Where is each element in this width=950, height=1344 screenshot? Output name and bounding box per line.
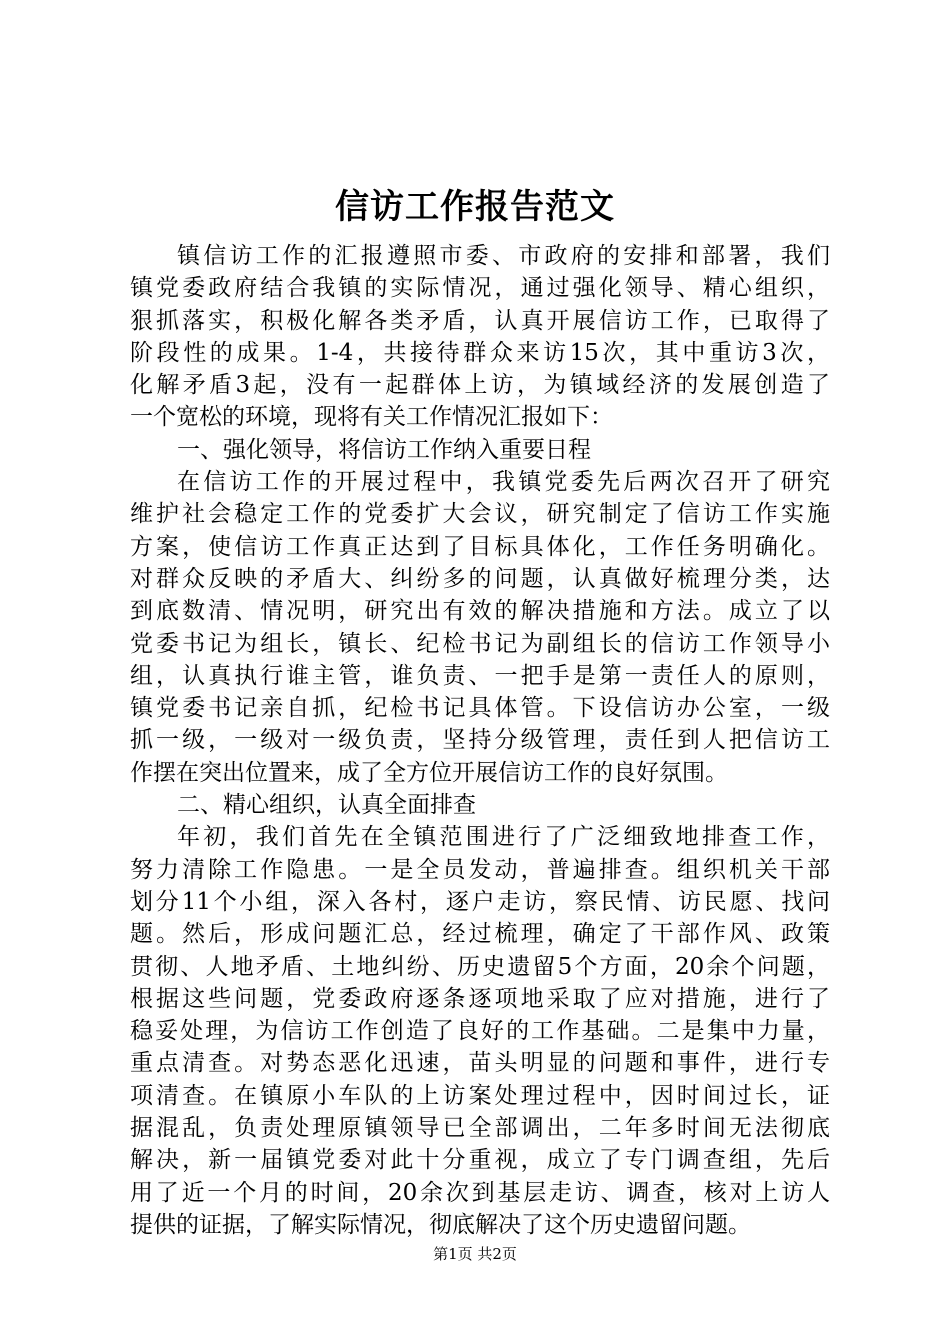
body-line: 在信访工作的开展过程中，我镇党委先后两次召开了研究 <box>177 469 830 496</box>
body-line: 一个宽松的环境，现将有关工作情况汇报如下： <box>130 404 613 431</box>
body-line: 镇信访工作的汇报遵照市委、市政府的安排和部署，我们 <box>177 243 830 269</box>
body-line: 项清查。在镇原小车队的上访案处理过程中，因时间过长，证 <box>130 1082 830 1109</box>
document-title: 信访工作报告范文 <box>335 187 615 227</box>
body-line: 划分11个小组，深入各村，逐户走访，察民情、访民愿、找问 <box>130 888 830 915</box>
body-line: 阶段性的成果。1-4，共接待群众来访15次，其中重访3次， <box>130 339 830 366</box>
body-line: 据混乱，负责处理原镇领导已全部调出，二年多时间无法彻底 <box>130 1115 830 1142</box>
body-line: 一、强化领导，将信访工作纳入重要日程 <box>177 436 591 463</box>
body-line: 二、精心组织，认真全面排查 <box>177 792 476 819</box>
body-line: 镇党委书记亲自抓，纪检书记具体管。下设信访办公室，一级 <box>130 695 830 722</box>
body-line: 方案，使信访工作真正达到了目标具体化，工作任务明确化。 <box>130 533 830 560</box>
body-line: 根据这些问题，党委政府逐条逐项地采取了应对措施，进行了 <box>130 985 830 1012</box>
body-line: 到底数清、情况明，研究出有效的解决措施和方法。成立了以 <box>130 598 830 625</box>
body-line: 解决，新一届镇党委对此十分重视，成立了专门调查组，先后 <box>130 1147 830 1174</box>
body-line: 年初，我们首先在全镇范围进行了广泛细致地排查工作， <box>177 824 830 851</box>
body-line: 稳妥处理，为信访工作创造了良好的工作基础。二是集中力量， <box>130 1018 830 1045</box>
body-line: 努力清除工作隐患。一是全员发动，普遍排查。组织机关干部 <box>130 856 830 883</box>
body-line: 用了近一个月的时间，20余次到基层走访、调查，核对上访人 <box>130 1179 830 1206</box>
page-footer: 第1页 共2页 <box>433 1245 517 1263</box>
body-line: 提供的证据，了解实际情况，彻底解决了这个历史遗留问题。 <box>130 1211 751 1238</box>
body-line: 作摆在突出位置来，成了全方位开展信访工作的良好氛围。 <box>130 759 728 786</box>
body-line: 党委书记为组长，镇长、纪检书记为副组长的信访工作领导小 <box>130 630 830 657</box>
document-body <box>130 240 830 1241</box>
body-line: 题。然后，形成问题汇总，经过梳理，确定了干部作风、政策 <box>130 921 830 948</box>
body-line: 重点清查。对势态恶化迅速，苗头明显的问题和事件，进行专 <box>130 1050 830 1077</box>
body-line: 狠抓落实，积极化解各类矛盾，认真开展信访工作，已取得了 <box>130 307 830 334</box>
body-line: 组，认真执行谁主管，谁负责、一把手是第一责任人的原则， <box>130 662 830 689</box>
body-line: 对群众反映的矛盾大、纠纷多的问题，认真做好梳理分类，达 <box>130 565 830 592</box>
body-line: 镇党委政府结合我镇的实际情况，通过强化领导、精心组织， <box>130 275 830 302</box>
body-line: 贯彻、人地矛盾、土地纠纷、历史遗留5个方面，20余个问题， <box>130 953 830 980</box>
body-line: 维护社会稳定工作的党委扩大会议，研究制定了信访工作实施 <box>130 501 830 528</box>
body-line: 抓一级，一级对一级负责，坚持分级管理，责任到人把信访工 <box>130 727 830 754</box>
body-line: 化解矛盾3起，没有一起群体上访，为镇域经济的发展创造了 <box>130 372 830 399</box>
